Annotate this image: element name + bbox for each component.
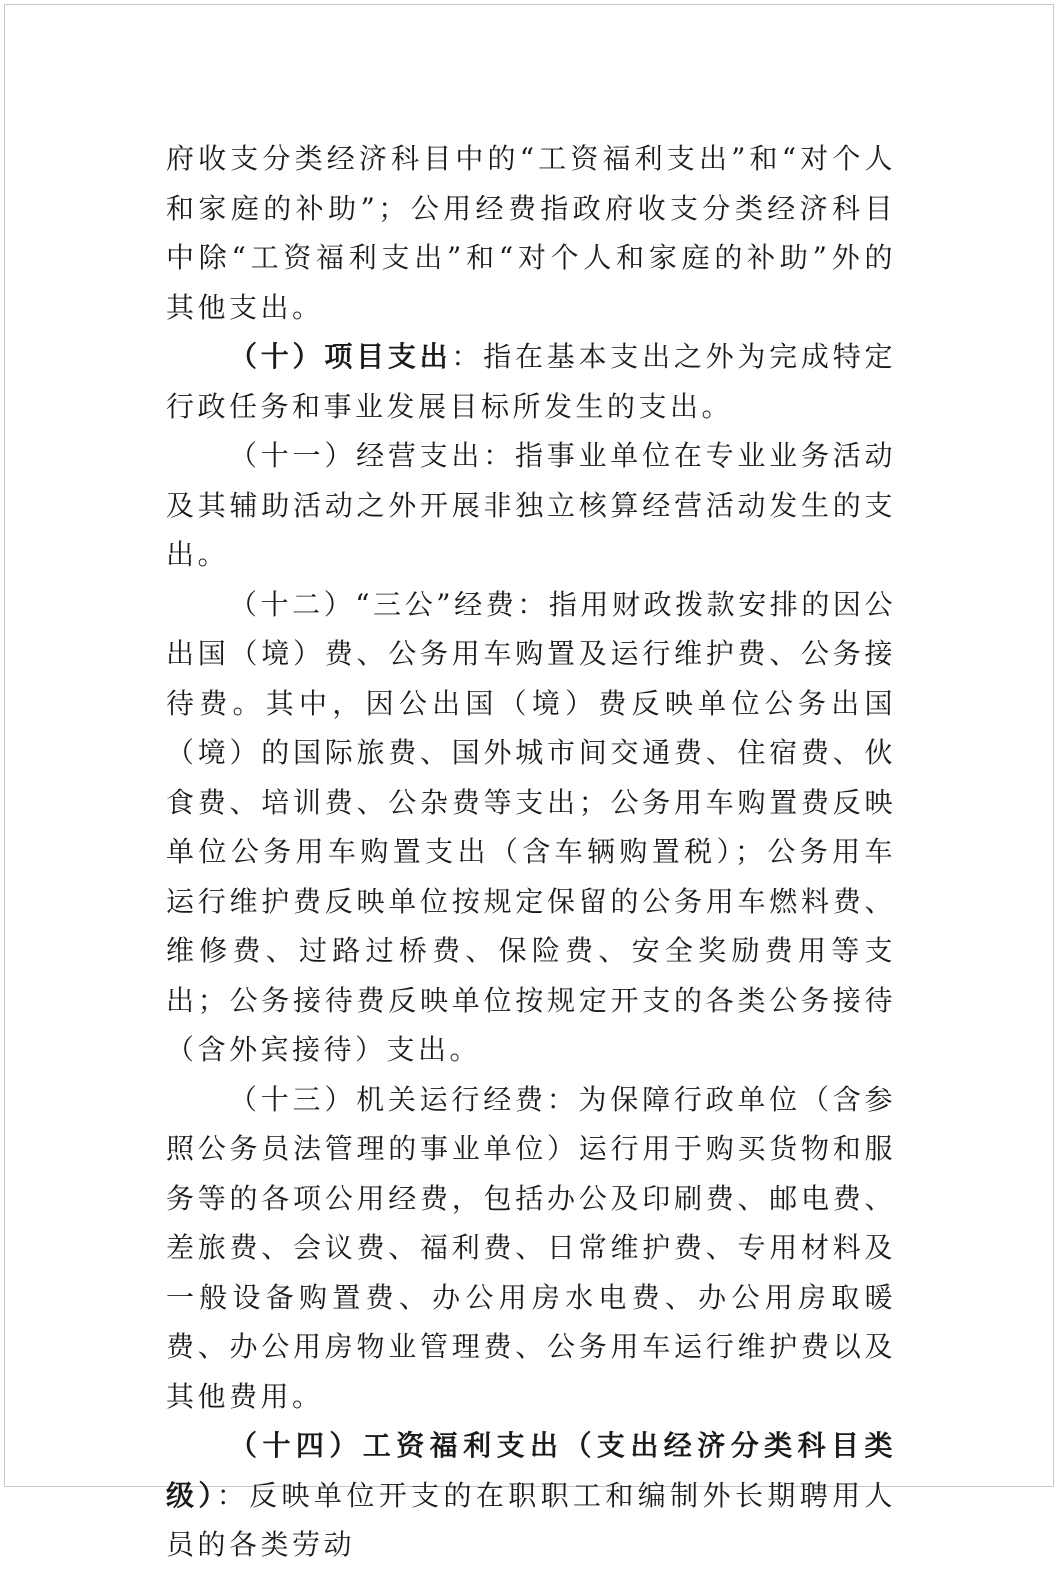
paragraph-text: ：指在基本支出之外为完成特定行政任务和事业发展目标所发生的支出。 bbox=[166, 340, 896, 423]
document-body bbox=[166, 134, 896, 1570]
paragraph-three-public-expenses bbox=[166, 580, 896, 1075]
paragraph-agency-operating-funds bbox=[166, 1075, 896, 1422]
paragraph-project-expenditure bbox=[166, 332, 896, 431]
paragraph-term: （十）项目支出 bbox=[229, 340, 452, 373]
paragraph-text: （十三）机关运行经费：为保障行政单位（含参照公务员法管理的事业单位）运行用于购买货物和服务等的各项公用经费，包括办公及印刷费、邮电费、差旅费、会议费、福利费、日常维护费、专用材料及一般设备购置费、办公用房水电费、办公用房取暖费、办公用房物业管理费、公务用车运行维护费以及其他费用。 bbox=[166, 1082, 896, 1413]
paragraph-term: （十四）工资福利支出（支出经济分类科目类级） bbox=[166, 1429, 896, 1512]
paragraph-text: （十二）“三公”经费：指用财政拨款安排的因公出国（境）费、公务用车购置及运行维护费、公务接待费。其中，因公出国（境）费反映单位公务出国（境）的国际旅费、国外城市间交通费、住宿费、伙食费、培训费、公杂费等支出；公务用车购置费反映单位公务用车购置支出（含车辆购置税）；公务用车运行维护费反映单位按规定保留的公务用车燃料费、维修费、过路过桥费、保险费、安全奖励费用等支出；公务接待费反映单位按规定开支的各类公务接待（含外宾接待）支出。 bbox=[166, 587, 896, 1066]
paragraph-text: 府收支分类经济科目中的“工资福利支出”和“对个人和家庭的补助”；公用经费指政府收支分类经济科目中除“工资福利支出”和“对个人和家庭的补助”外的其他支出。 bbox=[166, 142, 896, 324]
paragraph-operating-expenditure bbox=[166, 431, 896, 580]
paragraph-text: ：反映单位开支的在职职工和编制外长期聘用人员的各类劳动 bbox=[166, 1478, 896, 1561]
paragraph-expense-definition-continued bbox=[166, 134, 896, 332]
paragraph-text: （十一）经营支出：指事业单位在专业业务活动及其辅助活动之外开展非独立核算经营活动发生的支出。 bbox=[166, 439, 896, 571]
paragraph-wage-welfare-expenditure bbox=[166, 1421, 896, 1570]
